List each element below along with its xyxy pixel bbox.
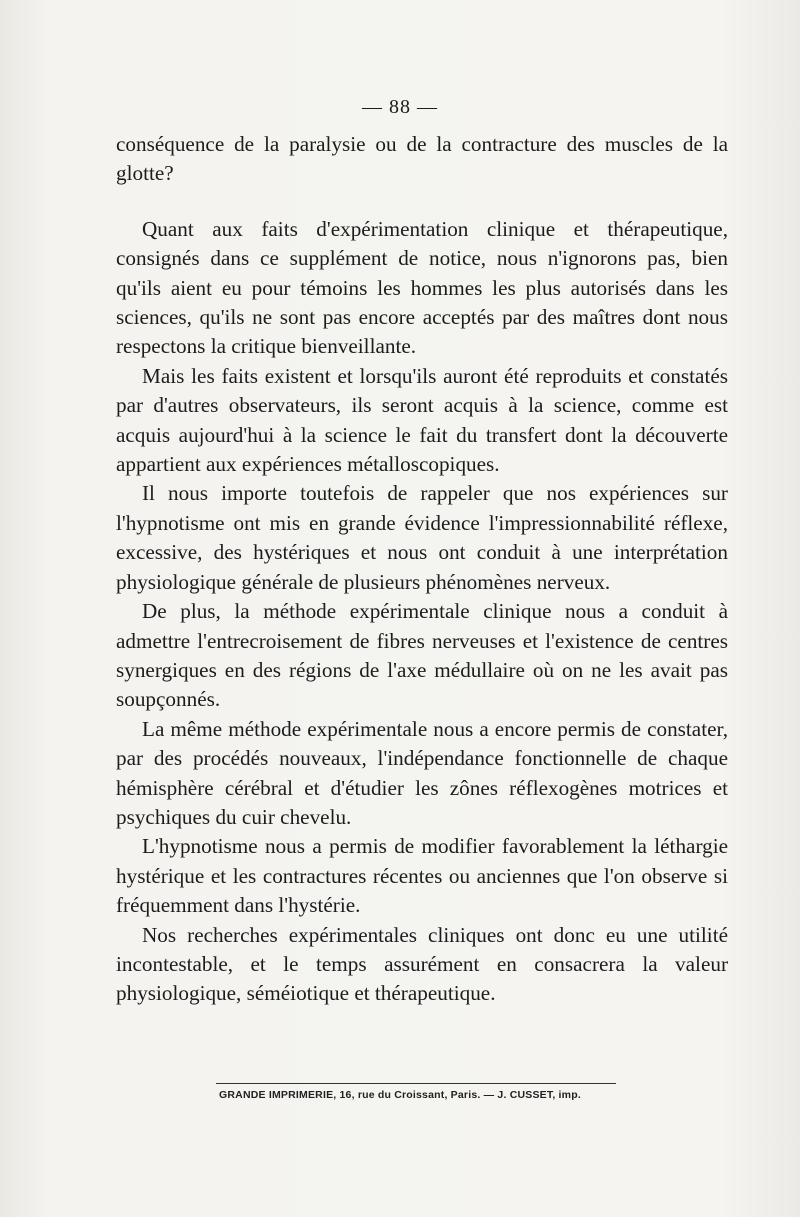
paragraph: La même méthode expérimentale nous a encore permis de constater, par des procédés nouveaux, l'indépendance fonctionnelle de chaque hémisphère cérébral et d'étudier les zônes réflexogènes motrices et psychiques du cuir chevelu. [116,716,728,829]
paragraph: Quant aux faits d'expérimentation clinique et thérapeutique, consignés dans ce supplément de notice, nous n'ignorons pas, bien qu'ils aient eu pour témoins les hommes les plus autorisés dans les sciences, qu'ils ne sont pas encore acceptés par des maîtres dont nous respectons la critique bienveillante. [116,216,728,359]
paragraph: Il nous importe toutefois de rappeler que nos expériences sur l'hypnotisme ont mis en grande évidence l'impressionnabilité réflexe, excessive, des hystériques et nous ont conduit à une interprétation physiologique générale de plusieurs phénomènes nerveux. [116,481,728,594]
page-number: — 88 — [362,96,438,118]
paragraph: De plus, la méthode expérimentale clinique nous a conduit à admettre l'entrecroisement de fibres nerveuses et l'existence de centres synergiques en des régions de l'axe médullaire où on ne les avait pas soupçonnés. [116,599,728,712]
paragraph: conséquence de la paralysie ou de la contracture des muscles de la glotte? [116,132,728,186]
body-text [116,130,728,1009]
paragraph: Nos recherches expérimentales cliniques ont donc eu une utilité incontestable, et le temps assurément en consacrera la valeur physiologique, séméiotique et thérapeutique. [116,922,728,1006]
footer-rule [216,1083,616,1084]
paragraph: L'hypnotisme nous a permis de modifier favorablement la léthargie hystérique et les contractures récentes ou anciennes que l'on observe si fréquemment dans l'hystérie. [116,834,728,918]
paragraph: Mais les faits existent et lorsqu'ils auront été reproduits et constatés par d'autres observateurs, ils seront acquis à la science, comme est acquis aujourd'hui à la science le fait du transfert dont la découverte appartient aux expériences métalloscopiques. [116,363,728,477]
printer-imprint: GRANDE IMPRIMERIE, 16, rue du Croissant, Paris. — J. CUSSET, imp. [219,1089,581,1101]
